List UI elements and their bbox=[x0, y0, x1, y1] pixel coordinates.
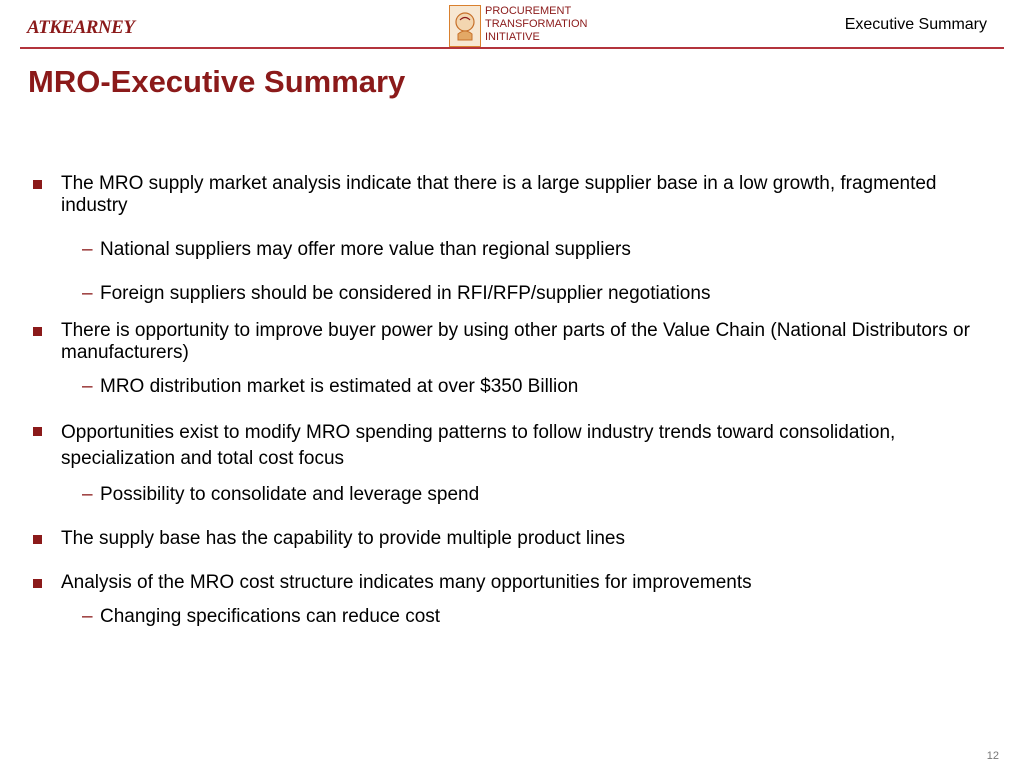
sub-bullet-text: Changing specifications can reduce cost bbox=[100, 606, 441, 627]
bullet-item bbox=[32, 572, 1002, 594]
initiative-line: PROCUREMENT bbox=[485, 5, 572, 17]
dash-bullet-icon: – bbox=[82, 484, 93, 505]
sub-bullet-text: MRO distribution market is estimated at over $350 Billion bbox=[100, 376, 579, 397]
procurement-initiative-text bbox=[485, 5, 587, 44]
sub-bullet-item bbox=[32, 606, 1002, 628]
square-bullet-icon bbox=[33, 535, 42, 544]
square-bullet-icon bbox=[33, 579, 42, 588]
sub-bullet-item bbox=[32, 484, 1002, 506]
sub-bullet-text: National suppliers may offer more value than regional suppliers bbox=[100, 239, 631, 260]
square-bullet-icon bbox=[33, 427, 42, 436]
dash-bullet-icon: – bbox=[82, 283, 93, 304]
initiative-line: TRANSFORMATION bbox=[485, 18, 588, 30]
bullet-text: The supply base has the capability to provide multiple product lines bbox=[61, 528, 625, 549]
square-bullet-icon bbox=[33, 180, 42, 189]
summary-bullet-list bbox=[32, 173, 1002, 628]
bullet-item bbox=[32, 420, 1002, 472]
dash-bullet-icon: – bbox=[82, 239, 93, 260]
atkearney-logo: ATKEARNEY bbox=[27, 17, 135, 38]
sub-bullet-item bbox=[32, 283, 1002, 305]
bullet-text: Opportunities exist to modify MRO spending patterns to follow industry trends toward consolidation, specialization and total cost focus bbox=[61, 422, 896, 469]
initiative-line: INITIATIVE bbox=[485, 31, 540, 43]
page-number: 12 bbox=[986, 750, 999, 762]
bullet-item bbox=[32, 528, 1002, 550]
dash-bullet-icon: – bbox=[82, 606, 93, 627]
sub-bullet-item bbox=[32, 239, 1002, 261]
page-title: MRO-Executive Summary bbox=[28, 64, 406, 99]
bullet-item bbox=[32, 173, 1002, 217]
dash-bullet-icon: – bbox=[82, 376, 93, 397]
header-divider bbox=[20, 47, 1004, 49]
section-label: Executive Summary bbox=[844, 16, 987, 33]
sub-bullet-text: Foreign suppliers should be considered in RFI/RFP/supplier negotiations bbox=[100, 283, 711, 304]
bullet-text: The MRO supply market analysis indicate that there is a large supplier base in a low growth, fragmented industry bbox=[61, 173, 937, 216]
sub-bullet-item bbox=[32, 376, 1002, 398]
bullet-text: Analysis of the MRO cost structure indicates many opportunities for improvements bbox=[61, 572, 752, 593]
procurement-initiative-logo-icon bbox=[449, 5, 481, 47]
sub-bullet-text: Possibility to consolidate and leverage spend bbox=[100, 484, 480, 505]
bullet-item bbox=[32, 320, 1002, 364]
square-bullet-icon bbox=[33, 327, 42, 336]
bullet-text: There is opportunity to improve buyer power by using other parts of the Value Chain (National Distributors or manufacturers) bbox=[61, 320, 970, 363]
